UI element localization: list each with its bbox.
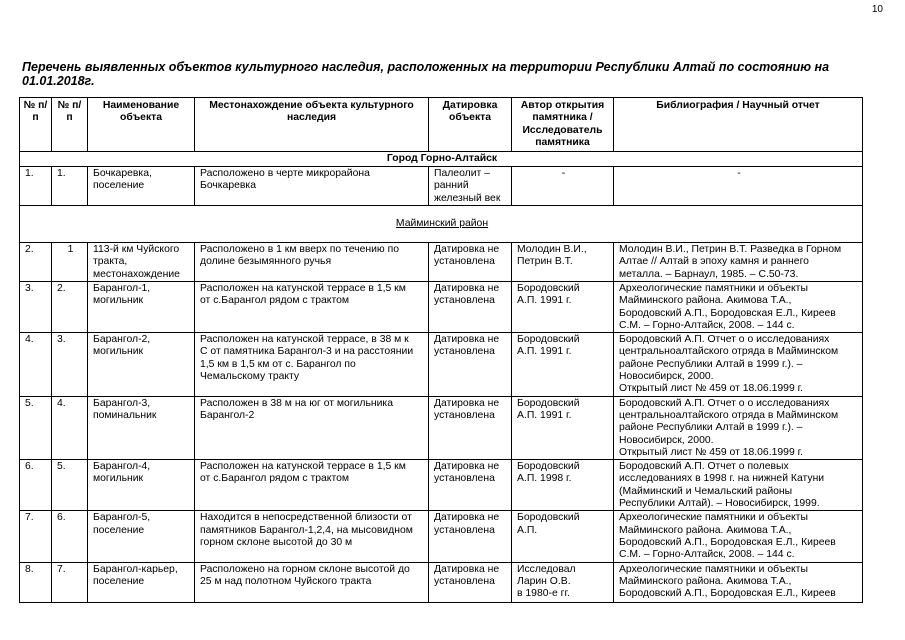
table-cell: Бочкаревка, поселение <box>88 167 195 206</box>
table-cell: 1. <box>52 167 88 206</box>
header-cell: Автор открытия памятника / Исследователь памятника <box>512 98 614 152</box>
table-cell: - <box>614 167 863 206</box>
table-cell: Барангол-3, поминальник <box>88 396 195 459</box>
table-cell: Датировка не установлена <box>429 396 512 459</box>
table-cell: Расположено в черте микрорайона Бочкаревка <box>195 167 429 206</box>
table-row <box>20 396 863 459</box>
table-row <box>20 511 863 562</box>
table-cell: Исследовал Ларин О.В. в 1980-е гг. <box>512 562 614 602</box>
table-cell: Датировка не установлена <box>429 562 512 602</box>
header-cell: № п/п <box>20 98 52 152</box>
table-cell: Бородовский А.П. 1998 г. <box>512 460 614 511</box>
table-cell: Бородовский А.П. 1991 г. <box>512 281 614 332</box>
header-cell: Наименование объекта <box>88 98 195 152</box>
table-cell: Бородовский А.П. 1991 г. <box>512 396 614 459</box>
table-row <box>20 243 863 282</box>
section-title <box>20 152 863 167</box>
table-cell: Археологические памятники и объекты Майминского района. Акимова Т.А., Бородовский А.П., Бородовская Е.Л., Киреев С.М. – Горно-Алтайск, 2008. – 144 с. <box>614 511 863 562</box>
table-cell: 3. <box>20 281 52 332</box>
header-cell: Библиография / Научный отчет <box>614 98 863 152</box>
section-title <box>20 206 863 243</box>
table-row <box>20 562 863 602</box>
header-cell: № п/п <box>52 98 88 152</box>
section-header-row <box>20 206 863 243</box>
table-cell: Датировка не установлена <box>429 281 512 332</box>
header-cell: Местонахождение объекта культурного наследия <box>195 98 429 152</box>
table-cell: Датировка не установлена <box>429 243 512 282</box>
table-cell: Датировка не установлена <box>429 460 512 511</box>
table-row <box>20 333 863 396</box>
table-cell: 6. <box>20 460 52 511</box>
section-title-text: Майминский район <box>395 218 489 230</box>
table-cell: Барангол-4, могильник <box>88 460 195 511</box>
table-cell: 5. <box>52 460 88 511</box>
table-cell: 3. <box>52 333 88 396</box>
table-cell: Расположено в 1 км вверх по течению по долине безымянного ручья <box>195 243 429 282</box>
table-cell: Бородовский А.П. 1991 г. <box>512 333 614 396</box>
table-cell: 2. <box>20 243 52 282</box>
table-cell: - <box>512 167 614 206</box>
table-cell: Молодин В.И., Петрин В.Т. <box>512 243 614 282</box>
table-cell: 7. <box>20 511 52 562</box>
table-cell: Бородовский А.П. Отчет о о исследованиях центральноалтайского отряда в Майминском районе Республики Алтай в 1999 г.). – Новосибирск, 2000. Открытый лист № 459 от 18.06.1999 г. <box>614 333 863 396</box>
table-cell: Датировка не установлена <box>429 333 512 396</box>
heritage-table <box>19 97 863 603</box>
table-cell: Расположен на катунской террасе, в 38 м к С от памятника Барангол-3 и на расстоянии 1,5 км в 1,5 км от с. Барангол по Чемальскому тракту <box>195 333 429 396</box>
section-title-text: Город Горно-Алтайск <box>386 153 498 165</box>
table-cell: 4. <box>52 396 88 459</box>
table-cell: 4. <box>20 333 52 396</box>
table-cell: Молодин В.И., Петрин В.Т. Разведка в Горном Алтае // Алтай в эпоху камня и раннего металла. – Барнаул, 1985. – С.50-73. <box>614 243 863 282</box>
table-cell: Барангол-2, могильник <box>88 333 195 396</box>
table-cell: Расположен на катунской террасе в 1,5 км от с.Барангол рядом с трактом <box>195 460 429 511</box>
header-cell: Датировка объекта <box>429 98 512 152</box>
table-cell: Археологические памятники и объекты Майминского района. Акимова Т.А., Бородовский А.П., Бородовская Е.Л., Киреев <box>614 562 863 602</box>
table-cell: 8. <box>20 562 52 602</box>
document-title: Перечень выявленных объектов культурного наследия, расположенных на территории Республики Алтай по состоянию на 01.01.2018г. <box>22 60 830 88</box>
table-cell: 6. <box>52 511 88 562</box>
table-cell: 5. <box>20 396 52 459</box>
table-cell: Археологические памятники и объекты Майминского района. Акимова Т.А., Бородовский А.П., Бородовская Е.Л., Киреев С.М. – Горно-Алтайск, 2008. – 144 с. <box>614 281 863 332</box>
table-cell: Барангол-1, могильник <box>88 281 195 332</box>
table-cell: 1. <box>20 167 52 206</box>
table-cell: 7. <box>52 562 88 602</box>
table-cell: 2. <box>52 281 88 332</box>
table-row <box>20 460 863 511</box>
table-cell: Находится в непосредственной близости от памятников Барангол-1,2,4, на мысовидном горном склоне высотой до 30 м <box>195 511 429 562</box>
table-cell: Расположено на горном склоне высотой до 25 м над полотном Чуйского тракта <box>195 562 429 602</box>
table-cell: 1 <box>52 243 88 282</box>
table-cell: Бородовский А.П. Отчет о полевых исследованиях в 1998 г. на нижней Катуни (Майминский и Чемальский районы Республики Алтай). – Новосибирск, 1999. <box>614 460 863 511</box>
table-cell: 113-й км Чуйского тракта, местонахождение <box>88 243 195 282</box>
section-header-row <box>20 152 863 167</box>
table-row <box>20 281 863 332</box>
table-cell: Расположен на катунской террасе в 1,5 км от с.Барангол рядом с трактом <box>195 281 429 332</box>
table-body <box>20 152 863 602</box>
table-cell: Барангол-карьер, поселение <box>88 562 195 602</box>
table-cell: Палеолит – ранний железный век <box>429 167 512 206</box>
table-cell: Барангол-5, поселение <box>88 511 195 562</box>
table-row <box>20 167 863 206</box>
table-cell: Бородовский А.П. <box>512 511 614 562</box>
page-number: 10 <box>871 4 883 15</box>
table-cell: Датировка не установлена <box>429 511 512 562</box>
table-cell: Расположен в 38 м на юг от могильника Барангол-2 <box>195 396 429 459</box>
table-header-row <box>20 98 863 152</box>
table-cell: Бородовский А.П. Отчет о о исследованиях центральноалтайского отряда в Майминском районе Республики Алтай в 1999 г.). – Новосибирск, 2000. Открытый лист № 459 от 18.06.1999 г. <box>614 396 863 459</box>
